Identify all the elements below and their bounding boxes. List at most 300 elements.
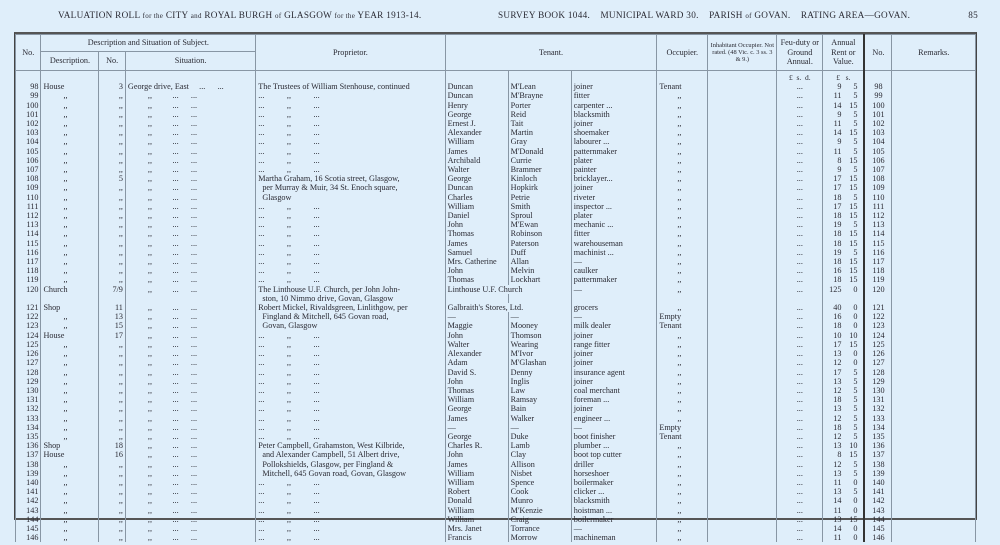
rent-shillings: 15 — [849, 183, 858, 193]
row-street-no: 18 — [99, 441, 125, 450]
row-no2: 137 — [864, 450, 891, 459]
row-tenant-occupation: shoemaker — [571, 128, 657, 137]
row-tenant-occupation: driller — [571, 460, 657, 469]
table-row — [16, 128, 976, 137]
row-tenant-first: Duncan — [445, 82, 508, 91]
row-inhabitant — [708, 275, 777, 284]
row-proprietor: ... ,, ... — [256, 423, 445, 432]
row-description: ,, — [41, 395, 99, 404]
rent-pounds: 14 — [833, 496, 842, 506]
row-proprietor: ... ,, ... — [256, 478, 445, 487]
rent-pounds: 18 — [833, 238, 842, 248]
row-situation: ,, ... ... — [125, 147, 255, 156]
row-remarks — [892, 487, 976, 496]
row-tenant-occupation: warehouseman — [571, 239, 657, 248]
row-street-no: ,, — [99, 229, 125, 238]
row-no: 111 — [16, 202, 41, 211]
row-rent — [823, 285, 865, 294]
row-situation: ,, ... ... — [125, 404, 255, 413]
row-no2: 144 — [864, 515, 891, 524]
row-no2: 101 — [864, 110, 891, 119]
row-tenant-last: Thomson — [508, 331, 571, 340]
rent-shillings: 10 — [849, 330, 858, 340]
row-description: ,, — [41, 358, 99, 367]
row-street-no: ,, — [99, 506, 125, 515]
row-situation: ,, ... ... — [125, 395, 255, 404]
rent-pounds: 18 — [833, 422, 842, 432]
rent-shillings: 5 — [853, 422, 858, 432]
row-no: 119 — [16, 275, 41, 284]
row-tenant-last: Lockhart — [508, 275, 571, 284]
row-proprietor: Robert Mickel, Rivaldsgreen, Linlithgow, per — [256, 303, 445, 312]
row-rent — [823, 340, 865, 349]
row-proprietor: ... ,, ... — [256, 487, 445, 496]
row-tenant-occupation: coal merchant — [571, 386, 657, 395]
row-description: ,, — [41, 312, 99, 321]
row-feu: ... — [777, 101, 823, 110]
row-inhabitant — [708, 441, 777, 450]
row-no: 102 — [16, 119, 41, 128]
rent-pounds: 9 — [837, 109, 842, 119]
row-no: 114 — [16, 229, 41, 238]
rent-shillings: 5 — [853, 192, 858, 202]
row-remarks — [892, 257, 976, 266]
row-rent — [823, 450, 865, 459]
row-rent — [823, 533, 865, 542]
row-no: 141 — [16, 487, 41, 496]
row-description: ,, — [41, 506, 99, 515]
row-tenant-first: Walter — [445, 340, 508, 349]
row-no: 136 — [16, 441, 41, 450]
row-occupier: Empty — [657, 312, 708, 321]
row-no: 101 — [16, 110, 41, 119]
row-no: 140 — [16, 478, 41, 487]
row-no: 124 — [16, 331, 41, 340]
row-remarks — [892, 395, 976, 404]
rent-pounds: 11 — [833, 477, 842, 487]
row-feu: ... — [777, 515, 823, 524]
row-occupier: ,, — [657, 257, 708, 266]
row-inhabitant — [708, 257, 777, 266]
row-no: 133 — [16, 414, 41, 423]
row-tenant-occupation: clicker ... — [571, 487, 657, 496]
row-inhabitant — [708, 119, 777, 128]
row-proprietor: and Alexander Campbell, 51 Albert drive, — [256, 450, 445, 459]
row-tenant-last: Reid — [508, 110, 571, 119]
row-rent — [823, 303, 865, 312]
row-situation: ,, ... ... — [125, 487, 255, 496]
row-tenant-occupation: joiner — [571, 119, 657, 128]
row-remarks — [892, 404, 976, 413]
row-occupier — [657, 294, 708, 303]
row-description: Shop — [41, 303, 99, 312]
row-inhabitant — [708, 303, 777, 312]
row-description: ,, — [41, 174, 99, 183]
row-tenant-first: Mrs. Janet — [445, 524, 508, 533]
row-occupier: ,, — [657, 496, 708, 505]
row-description: ,, — [41, 460, 99, 469]
row-no2: 135 — [864, 432, 891, 441]
row-tenant-occupation: caulker — [571, 266, 657, 275]
row-tenant-occupation: engineer ... — [571, 414, 657, 423]
row-situation: ,, ... ... — [125, 91, 255, 100]
row-remarks — [892, 515, 976, 524]
table-row — [16, 377, 976, 386]
row-proprietor: ... ,, ... — [256, 524, 445, 533]
row-rent — [823, 220, 865, 229]
row-description: ,, — [41, 128, 99, 137]
row-tenant-occupation: machinist ... — [571, 248, 657, 257]
row-inhabitant — [708, 414, 777, 423]
row-proprietor: ... ,, ... — [256, 91, 445, 100]
rent-shillings: 5 — [853, 404, 858, 414]
row-street-no: 7/9 — [99, 285, 125, 294]
row-no: 145 — [16, 524, 41, 533]
row-street-no: ,, — [99, 432, 125, 441]
row-tenant-first: Mrs. Catherine — [445, 257, 508, 266]
row-description: ,, — [41, 91, 99, 100]
row-occupier: ,, — [657, 404, 708, 413]
rent-pounds: 17 — [833, 339, 842, 349]
rent-shillings: 15 — [849, 211, 858, 221]
rent-pounds: 8 — [837, 450, 842, 460]
row-inhabitant — [708, 524, 777, 533]
row-no: 131 — [16, 395, 41, 404]
row-situation: ,, ... ... — [125, 423, 255, 432]
rent-shillings: 0 — [853, 496, 858, 506]
table-row — [16, 533, 976, 542]
rent-shillings: 5 — [853, 487, 858, 497]
rent-pounds: 11 — [833, 505, 842, 515]
row-inhabitant — [708, 469, 777, 478]
row-tenant-first: Ernest J. — [445, 119, 508, 128]
table-row — [16, 303, 976, 312]
row-rent — [823, 137, 865, 146]
row-no: 121 — [16, 303, 41, 312]
row-street-no: ,, — [99, 165, 125, 174]
row-inhabitant — [708, 450, 777, 459]
row-proprietor: ... ,, ... — [256, 358, 445, 367]
rent-pounds: 16 — [833, 312, 842, 322]
row-proprietor: ... ,, ... — [256, 533, 445, 542]
row-description: ,, — [41, 248, 99, 257]
table-row — [16, 524, 976, 533]
row-no: 109 — [16, 183, 41, 192]
row-tenant-last — [508, 294, 571, 303]
row-situation: ,, ... ... — [125, 183, 255, 192]
row-situation: ,, ... ... — [125, 414, 255, 423]
row-no2: 108 — [864, 174, 891, 183]
row-no2: 117 — [864, 257, 891, 266]
row-situation: ,, ... ... — [125, 275, 255, 284]
row-inhabitant — [708, 248, 777, 257]
row-proprietor: ... ,, ... — [256, 386, 445, 395]
row-street-no: ,, — [99, 147, 125, 156]
row-street-no: ,, — [99, 487, 125, 496]
row-description: ,, — [41, 377, 99, 386]
row-inhabitant — [708, 285, 777, 294]
row-proprietor: ... ,, ... — [256, 414, 445, 423]
row-feu: ... — [777, 340, 823, 349]
rent-shillings: 15 — [849, 514, 858, 524]
rent-shillings: 5 — [853, 165, 858, 175]
row-feu: ... — [777, 496, 823, 505]
row-tenant-occupation: machineman — [571, 533, 657, 542]
rent-shillings: 5 — [853, 91, 858, 101]
row-occupier: ,, — [657, 386, 708, 395]
row-tenant-last: Allison — [508, 460, 571, 469]
row-tenant-occupation: painter — [571, 165, 657, 174]
row-tenant-first: Alexander — [445, 349, 508, 358]
row-tenant-occupation: boilermaker — [571, 478, 657, 487]
table-row — [16, 110, 976, 119]
row-tenant-first: Donald — [445, 496, 508, 505]
row-occupier: ,, — [657, 368, 708, 377]
row-street-no: ,, — [99, 340, 125, 349]
row-feu: ... — [777, 469, 823, 478]
row-tenant-occupation: riveter — [571, 193, 657, 202]
row-tenant-occupation: boilermaker — [571, 515, 657, 524]
rent-pounds: 13 — [833, 404, 842, 414]
row-description: ,, — [41, 432, 99, 441]
row-tenant-last: M'Kenzie — [508, 506, 571, 515]
row-no2: 110 — [864, 193, 891, 202]
rent-shillings: 5 — [853, 146, 858, 156]
table-row — [16, 266, 976, 275]
page-number: 85 — [968, 10, 978, 20]
table-row — [16, 119, 976, 128]
row-situation: ,, ... ... — [125, 137, 255, 146]
row-inhabitant — [708, 174, 777, 183]
row-no2: 98 — [864, 82, 891, 91]
rent-pounds: 8 — [837, 155, 842, 165]
row-no2: 132 — [864, 404, 891, 413]
row-inhabitant — [708, 496, 777, 505]
row-street-no: 11 — [99, 303, 125, 312]
row-tenant-first: William — [445, 478, 508, 487]
rent-units: £ s. — [836, 73, 851, 82]
row-situation — [125, 294, 255, 303]
row-tenant-first: William — [445, 515, 508, 524]
row-no: 105 — [16, 147, 41, 156]
row-rent — [823, 441, 865, 450]
row-tenant-last: Smith — [508, 202, 571, 211]
row-tenant-last: Tait — [508, 119, 571, 128]
row-occupier: ,, — [657, 110, 708, 119]
col-situation: Situation. — [125, 52, 255, 71]
row-tenant-last: Law — [508, 386, 571, 395]
row-rent — [823, 469, 865, 478]
col-no2: No. — [864, 35, 891, 71]
table-row — [16, 275, 976, 284]
row-tenant-occupation: plater — [571, 156, 657, 165]
rent-shillings: 0 — [853, 477, 858, 487]
row-feu: ... — [777, 119, 823, 128]
rent-pounds: 18 — [833, 192, 842, 202]
row-occupier: ,, — [657, 101, 708, 110]
row-proprietor: ... ,, ... — [256, 331, 445, 340]
row-occupier: ,, — [657, 183, 708, 192]
row-occupier: Tenant — [657, 432, 708, 441]
row-street-no: ,, — [99, 101, 125, 110]
row-feu: ... — [777, 137, 823, 146]
row-feu: ... — [777, 165, 823, 174]
rent-pounds: 17 — [833, 367, 842, 377]
rent-pounds: 14 — [833, 100, 842, 110]
row-remarks — [892, 165, 976, 174]
row-occupier: ,, — [657, 506, 708, 515]
row-no2: 106 — [864, 156, 891, 165]
row-tenant-occupation: hoistman ... — [571, 506, 657, 515]
row-tenant-occupation: plater — [571, 211, 657, 220]
row-tenant-occupation: joiner — [571, 349, 657, 358]
row-no2: 105 — [864, 147, 891, 156]
row-feu: ... — [777, 174, 823, 183]
row-street-no: 5 — [99, 174, 125, 183]
row-rent — [823, 386, 865, 395]
row-no2: 138 — [864, 460, 891, 469]
row-feu: ... — [777, 377, 823, 386]
table-row — [16, 349, 976, 358]
row-no: 135 — [16, 432, 41, 441]
row-remarks — [892, 156, 976, 165]
row-remarks — [892, 312, 976, 321]
row-tenant-first: John — [445, 450, 508, 459]
row-feu: ... — [777, 147, 823, 156]
rent-shillings: 15 — [849, 450, 858, 460]
row-no: 146 — [16, 533, 41, 542]
row-rent — [823, 128, 865, 137]
row-occupier: ,, — [657, 377, 708, 386]
row-rent — [823, 395, 865, 404]
row-rent — [823, 496, 865, 505]
row-proprietor: Fingland & Mitchell, 645 Govan road, — [256, 312, 445, 321]
rent-shillings: 15 — [849, 229, 858, 239]
row-rent — [823, 321, 865, 330]
row-no2: 141 — [864, 487, 891, 496]
row-situation: ,, ... ... — [125, 533, 255, 542]
row-feu: ... — [777, 395, 823, 404]
row-no: 143 — [16, 506, 41, 515]
row-proprietor: ... ,, ... — [256, 496, 445, 505]
rent-pounds: 13 — [833, 514, 842, 524]
row-feu: ... — [777, 239, 823, 248]
row-feu: ... — [777, 202, 823, 211]
row-tenant-first: William — [445, 137, 508, 146]
row-tenant-occupation: mechanic ... — [571, 220, 657, 229]
roll-title: VALUATION ROLL for the CITY and ROYAL BURGH of GLASGOW for the YEAR 1913-14. — [58, 10, 422, 20]
table-row — [16, 331, 976, 340]
row-feu: ... — [777, 220, 823, 229]
rent-shillings: 5 — [853, 385, 858, 395]
row-no: 118 — [16, 266, 41, 275]
row-no2: 127 — [864, 358, 891, 367]
row-no: 130 — [16, 386, 41, 395]
row-occupier: ,, — [657, 229, 708, 238]
row-tenant-occupation: insurance agent — [571, 368, 657, 377]
row-street-no: 13 — [99, 312, 125, 321]
rent-pounds: 12 — [833, 459, 842, 469]
row-inhabitant — [708, 147, 777, 156]
row-tenant-first — [445, 294, 508, 303]
row-situation: ,, ... ... — [125, 211, 255, 220]
rent-shillings: 0 — [853, 312, 858, 322]
row-feu: ... — [777, 441, 823, 450]
row-inhabitant — [708, 478, 777, 487]
row-tenant-last: Munro — [508, 496, 571, 505]
row-no: 139 — [16, 469, 41, 478]
row-feu: ... — [777, 423, 823, 432]
row-tenant-first: John — [445, 220, 508, 229]
row-tenant-occupation: boot top cutter — [571, 450, 657, 459]
row-remarks — [892, 128, 976, 137]
rent-pounds: 9 — [837, 82, 842, 92]
row-occupier: ,, — [657, 137, 708, 146]
row-occupier: ,, — [657, 515, 708, 524]
row-proprietor: Glasgow — [256, 193, 445, 202]
row-proprietor: ... ,, ... — [256, 368, 445, 377]
row-occupier: ,, — [657, 460, 708, 469]
row-occupier: ,, — [657, 266, 708, 275]
table-row — [16, 229, 976, 238]
rent-pounds: 19 — [833, 220, 842, 230]
row-no: 128 — [16, 368, 41, 377]
row-street-no: ,, — [99, 414, 125, 423]
row-inhabitant — [708, 358, 777, 367]
row-situation: ,, ... ... — [125, 377, 255, 386]
row-no2: 123 — [864, 321, 891, 330]
rent-pounds: 17 — [833, 201, 842, 211]
row-inhabitant — [708, 386, 777, 395]
row-feu: ... — [777, 257, 823, 266]
row-tenant-last: Martin — [508, 128, 571, 137]
row-street-no: ,, — [99, 515, 125, 524]
row-rent — [823, 404, 865, 413]
row-remarks — [892, 183, 976, 192]
row-inhabitant — [708, 321, 777, 330]
rent-pounds: 9 — [837, 165, 842, 175]
row-tenant-occupation: joiner — [571, 377, 657, 386]
row-description: ,, — [41, 220, 99, 229]
row-situation: ,, ... ... — [125, 156, 255, 165]
row-tenant-first: Thomas — [445, 386, 508, 395]
row-occupier: ,, — [657, 174, 708, 183]
row-proprietor: ... ,, ... — [256, 110, 445, 119]
row-feu: ... — [777, 193, 823, 202]
row-rent — [823, 174, 865, 183]
rent-pounds: 19 — [833, 247, 842, 257]
col-proprietor: Proprietor. — [256, 35, 445, 71]
row-situation: ,, ... ... — [125, 220, 255, 229]
rent-pounds: 18 — [833, 211, 842, 221]
row-no: 112 — [16, 211, 41, 220]
row-inhabitant — [708, 211, 777, 220]
row-rent — [823, 275, 865, 284]
row-remarks — [892, 450, 976, 459]
rent-pounds: 13 — [833, 441, 842, 451]
row-situation: ,, ... ... — [125, 349, 255, 358]
row-tenant-occupation: blacksmith — [571, 110, 657, 119]
rent-pounds: 10 — [833, 330, 842, 340]
row-tenant-last: Paterson — [508, 239, 571, 248]
row-proprietor: ... ,, ... — [256, 147, 445, 156]
row-feu: ... — [777, 368, 823, 377]
row-proprietor: ... ,, ... — [256, 349, 445, 358]
row-inhabitant — [708, 110, 777, 119]
row-tenant-last: Ramsay — [508, 395, 571, 404]
row-feu: ... — [777, 312, 823, 321]
table-row — [16, 404, 976, 413]
